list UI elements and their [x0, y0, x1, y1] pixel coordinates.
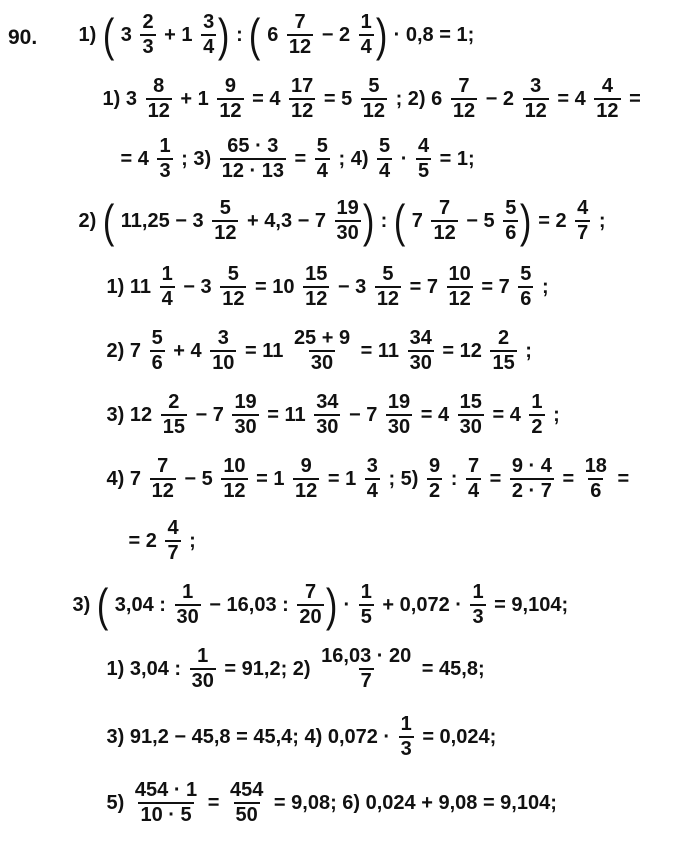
denominator: 12 [288, 36, 312, 58]
numerator: 7 [294, 11, 306, 33]
math-text: = 7 [404, 275, 444, 298]
fraction [220, 264, 246, 310]
parenthesis: ) [218, 9, 230, 61]
math-text: 1) 11 [101, 275, 157, 298]
fraction [490, 328, 516, 374]
math-text: 2) 7 [101, 339, 147, 362]
fraction [157, 136, 172, 182]
denominator: 12 [214, 222, 237, 244]
numerator: 2 [142, 11, 154, 33]
numerator: 15 [305, 263, 328, 285]
problem-number: 90. [8, 26, 38, 49]
fraction [408, 328, 434, 374]
solution-line [72, 195, 612, 247]
fraction [287, 12, 313, 58]
fraction [140, 12, 155, 58]
fraction [416, 136, 431, 182]
numerator: 3 [530, 75, 542, 97]
parenthesis: ( [96, 579, 109, 631]
fraction [303, 264, 329, 310]
math-text: 3,04 : [109, 593, 172, 616]
denominator: 12 [147, 100, 170, 122]
math-text: ; [536, 275, 555, 298]
denominator: 6 [151, 352, 163, 374]
denominator: 30 [387, 416, 411, 438]
math-text: − 2 [316, 23, 356, 46]
solution-line [96, 76, 647, 122]
denominator: 7 [167, 542, 179, 564]
math-text: = 5 [318, 87, 358, 110]
math-text: − 3 [177, 275, 218, 298]
fraction [201, 12, 216, 58]
math-text: = 45,8; [416, 657, 491, 680]
denominator: 4 [379, 160, 391, 182]
numerator: 8 [153, 75, 165, 97]
denominator: 7 [360, 670, 372, 692]
denominator: 2 · 7 [511, 480, 552, 502]
math-text: 7 [406, 209, 429, 232]
numerator: 19 [234, 391, 257, 413]
numerator: 10 [223, 455, 246, 477]
denominator: 10 · 5 [140, 804, 192, 826]
fraction [315, 136, 330, 182]
math-text: 11,25 − 3 [115, 209, 210, 232]
math-text: 1) 3,04 : [101, 657, 187, 680]
fraction [518, 264, 533, 310]
fraction [160, 264, 175, 310]
denominator: 12 [362, 100, 386, 122]
math-text: 6 [261, 23, 284, 46]
math-text: = 9,08; 6) 0,024 + 9,08 = 9,104; [268, 791, 563, 814]
numerator: 1 [161, 263, 173, 285]
math-text: : [375, 209, 393, 232]
fraction [220, 136, 286, 182]
math-text: ; 4) [332, 147, 375, 170]
denominator: 7 [577, 222, 589, 244]
numerator: 7 [458, 75, 470, 97]
denominator: 12 [223, 480, 246, 502]
denominator: 30 [316, 416, 339, 438]
numerator: 19 [387, 391, 411, 413]
numerator: 4 [601, 75, 613, 97]
fraction [292, 328, 352, 374]
math-text: + 1 [174, 87, 215, 110]
numerator: 3 [203, 11, 215, 33]
fraction [217, 76, 243, 122]
fraction [523, 76, 549, 122]
numerator: 7 [304, 581, 317, 603]
denominator: 12 [452, 100, 476, 122]
math-text: 4) 7 [101, 467, 147, 490]
numerator: 65 · 3 [227, 135, 279, 157]
solution-line [100, 456, 636, 502]
numerator: 7 [467, 455, 480, 477]
math-text: ; [547, 403, 566, 426]
math-text: − 5 [178, 467, 219, 490]
math-text: = [484, 467, 507, 490]
math-text: ; 3) [175, 147, 217, 170]
fraction [150, 328, 165, 374]
fraction [447, 264, 473, 310]
denominator: 20 [299, 606, 322, 628]
solution-line [66, 579, 575, 631]
fraction [297, 582, 323, 628]
denominator: 4 [203, 36, 215, 58]
fraction [150, 456, 176, 502]
math-text: = 4 [486, 403, 527, 426]
math-text: ; 5) [382, 467, 425, 490]
fraction [427, 456, 442, 502]
math-text: = [289, 147, 312, 170]
parenthesis: ( [102, 195, 115, 247]
parenthesis: ( [249, 9, 261, 61]
fraction [161, 392, 187, 438]
fraction [133, 780, 199, 826]
denominator: 3 [400, 738, 412, 760]
numerator: 3 [217, 327, 229, 349]
solution-line [100, 714, 503, 760]
numerator: 454 · 1 [134, 779, 198, 801]
denominator: 2 [429, 480, 441, 502]
math-text: = 1 [250, 467, 291, 490]
numerator: 7 [439, 197, 451, 219]
fraction [470, 582, 485, 628]
numerator: 19 [336, 197, 359, 219]
numerator: 10 [448, 263, 471, 285]
denominator: 15 [492, 352, 515, 374]
fraction [232, 392, 258, 438]
fraction [314, 392, 340, 438]
denominator: 4 [360, 36, 372, 58]
denominator: 12 [376, 288, 400, 310]
fraction [335, 198, 361, 244]
fraction [359, 12, 374, 58]
numerator: 5 [227, 263, 239, 285]
denominator: 5 [360, 606, 372, 628]
math-text: = 11 [261, 403, 312, 426]
denominator: 12 [305, 288, 328, 310]
math-text: = 91,2; 2) [218, 657, 317, 680]
fraction [377, 136, 392, 182]
denominator: 30 [176, 606, 199, 628]
math-text: 1) [73, 23, 102, 46]
solution-line [100, 646, 491, 692]
math-text: + 4,3 − 7 [241, 209, 332, 232]
math-text: = 10 [249, 275, 301, 298]
math-text: = 12 [436, 339, 488, 362]
fraction [375, 264, 401, 310]
math-text: · [395, 147, 413, 170]
math-text: − 2 [480, 87, 520, 110]
fraction [594, 76, 620, 122]
fraction [293, 456, 319, 502]
math-text: ; [183, 529, 202, 552]
math-text: = [611, 467, 635, 490]
math-text: ; [593, 209, 612, 232]
math-text: − 7 [343, 403, 383, 426]
fraction [190, 646, 216, 692]
numerator: 7 [157, 455, 169, 477]
math-text: = 11 [355, 339, 405, 362]
numerator: 25 + 9 [293, 327, 351, 349]
denominator: 3 [472, 606, 484, 628]
numerator: 34 [409, 327, 432, 349]
denominator: 4 [316, 160, 328, 182]
solution-line [100, 328, 539, 374]
math-text: 3) [67, 593, 96, 616]
numerator: 5 [368, 75, 380, 97]
numerator: 1 [182, 581, 194, 603]
denominator: 30 [409, 352, 432, 374]
denominator: 12 [295, 480, 318, 502]
math-text: = 2 [123, 529, 163, 552]
math-text: = 7 [475, 275, 516, 298]
parenthesis: ) [520, 195, 532, 247]
numerator: 2 [168, 391, 180, 413]
math-text: · [337, 593, 356, 616]
numerator: 5 [151, 327, 163, 349]
denominator: 12 [524, 100, 547, 122]
math-text: 3) 91,2 − 45,8 = 45,4; 4) 0,072 · [101, 725, 396, 748]
math-text: = [202, 791, 225, 814]
denominator: 4 [161, 288, 173, 310]
solution-line [100, 392, 566, 438]
denominator: 12 [433, 222, 456, 244]
solution-line [114, 136, 481, 182]
math-text: = 4 [246, 87, 287, 110]
math-text: = 11 [239, 339, 289, 362]
math-text: − 7 [189, 403, 230, 426]
denominator: 4 [366, 480, 378, 502]
fraction [466, 456, 481, 502]
math-text: 3) 12 [101, 403, 158, 426]
fraction [228, 780, 265, 826]
numerator: 18 [584, 455, 607, 477]
fraction [165, 518, 180, 564]
numerator: 5 [520, 263, 532, 285]
fraction [575, 198, 590, 244]
fraction [146, 76, 172, 122]
numerator: 9 · 4 [511, 455, 552, 477]
math-text: ; 2) 6 [390, 87, 448, 110]
denominator: 4 [467, 480, 480, 502]
denominator: 6 [520, 288, 532, 310]
denominator: 12 [596, 100, 619, 122]
numerator: 4 [577, 197, 589, 219]
numerator: 1 [472, 581, 484, 603]
parenthesis: ( [393, 195, 406, 247]
denominator: 5 [417, 160, 430, 182]
numerator: 1 [531, 391, 543, 413]
numerator: 17 [291, 75, 314, 97]
denominator: 12 [219, 100, 242, 122]
numerator: 15 [459, 391, 482, 413]
math-text: = 1; [434, 147, 481, 170]
parenthesis: ( [102, 9, 115, 61]
numerator: 1 [159, 135, 171, 157]
denominator: 30 [234, 416, 257, 438]
denominator: 30 [336, 222, 359, 244]
math-text: = 9,104; [488, 593, 574, 616]
denominator: 12 [151, 480, 174, 502]
denominator: 50 [235, 804, 258, 826]
denominator: 15 [162, 416, 185, 438]
solution-line [72, 9, 481, 61]
math-text: = [556, 467, 580, 490]
fraction [386, 392, 412, 438]
fraction [212, 198, 238, 244]
math-text: : [230, 23, 249, 46]
fraction [399, 714, 414, 760]
math-text: 5) [101, 791, 130, 814]
math-text: + 1 [158, 23, 199, 46]
denominator: 30 [310, 352, 334, 374]
parenthesis: ) [325, 579, 338, 631]
denominator: 6 [590, 480, 602, 502]
numerator: 16,03 · 20 [321, 645, 412, 667]
math-text: : [445, 467, 463, 490]
numerator: 4 [417, 135, 430, 157]
math-text: 3 [115, 23, 138, 46]
math-text: = 1 [322, 467, 362, 490]
denominator: 30 [459, 416, 482, 438]
numerator: 3 [366, 455, 378, 477]
math-text: · 0,8 = 1; [388, 23, 480, 46]
math-text: + 0,072 · [376, 593, 468, 616]
math-text: = 2 [532, 209, 573, 232]
fraction [503, 198, 518, 244]
numerator: 9 [300, 455, 312, 477]
math-text: = 4 [415, 403, 455, 426]
numerator: 4 [167, 517, 179, 539]
solution-line [100, 780, 563, 826]
fraction [221, 456, 247, 502]
math-text: + 4 [167, 339, 208, 362]
fraction [359, 582, 374, 628]
denominator: 12 [291, 100, 314, 122]
denominator: 2 [531, 416, 543, 438]
fraction [210, 328, 236, 374]
math-text: − 16,03 : [203, 593, 295, 616]
denominator: 12 [222, 288, 245, 310]
numerator: 5 [316, 135, 328, 157]
numerator: 9 [224, 75, 236, 97]
math-text: 2) [73, 209, 102, 232]
numerator: 5 [382, 263, 394, 285]
math-text: 1) 3 [97, 87, 143, 110]
math-text: = 4 [115, 147, 155, 170]
fraction [289, 76, 315, 122]
denominator: 3 [142, 36, 154, 58]
parenthesis: ) [362, 195, 375, 247]
numerator: 2 [498, 327, 510, 349]
math-text: − 3 [332, 275, 372, 298]
numerator: 1 [400, 713, 412, 735]
denominator: 12 [448, 288, 471, 310]
fraction [451, 76, 477, 122]
fraction [458, 392, 484, 438]
numerator: 454 [229, 779, 264, 801]
fraction [365, 456, 380, 502]
denominator: 6 [505, 222, 517, 244]
fraction [319, 646, 413, 692]
numerator: 34 [316, 391, 339, 413]
numerator: 1 [360, 11, 372, 33]
math-text: = 4 [551, 87, 592, 110]
solution-line [100, 264, 555, 310]
denominator: 10 [212, 352, 235, 374]
denominator: 12 · 13 [221, 160, 284, 182]
math-text: = 0,024; [416, 725, 502, 748]
numerator: 5 [379, 135, 391, 157]
numerator: 5 [505, 197, 517, 219]
math-text: − 5 [460, 209, 501, 232]
denominator: 3 [159, 160, 171, 182]
solution-line [122, 518, 202, 564]
numerator: 9 [429, 455, 441, 477]
fraction [361, 76, 387, 122]
denominator: 30 [191, 670, 214, 692]
math-text: = [623, 87, 647, 110]
parenthesis: ) [375, 9, 388, 61]
math-text: ; [519, 339, 538, 362]
numerator: 5 [219, 197, 231, 219]
fraction [529, 392, 544, 438]
fraction [510, 456, 554, 502]
numerator: 1 [197, 645, 209, 667]
fraction [175, 582, 201, 628]
fraction [431, 198, 457, 244]
numerator: 1 [360, 581, 372, 603]
fraction [583, 456, 609, 502]
